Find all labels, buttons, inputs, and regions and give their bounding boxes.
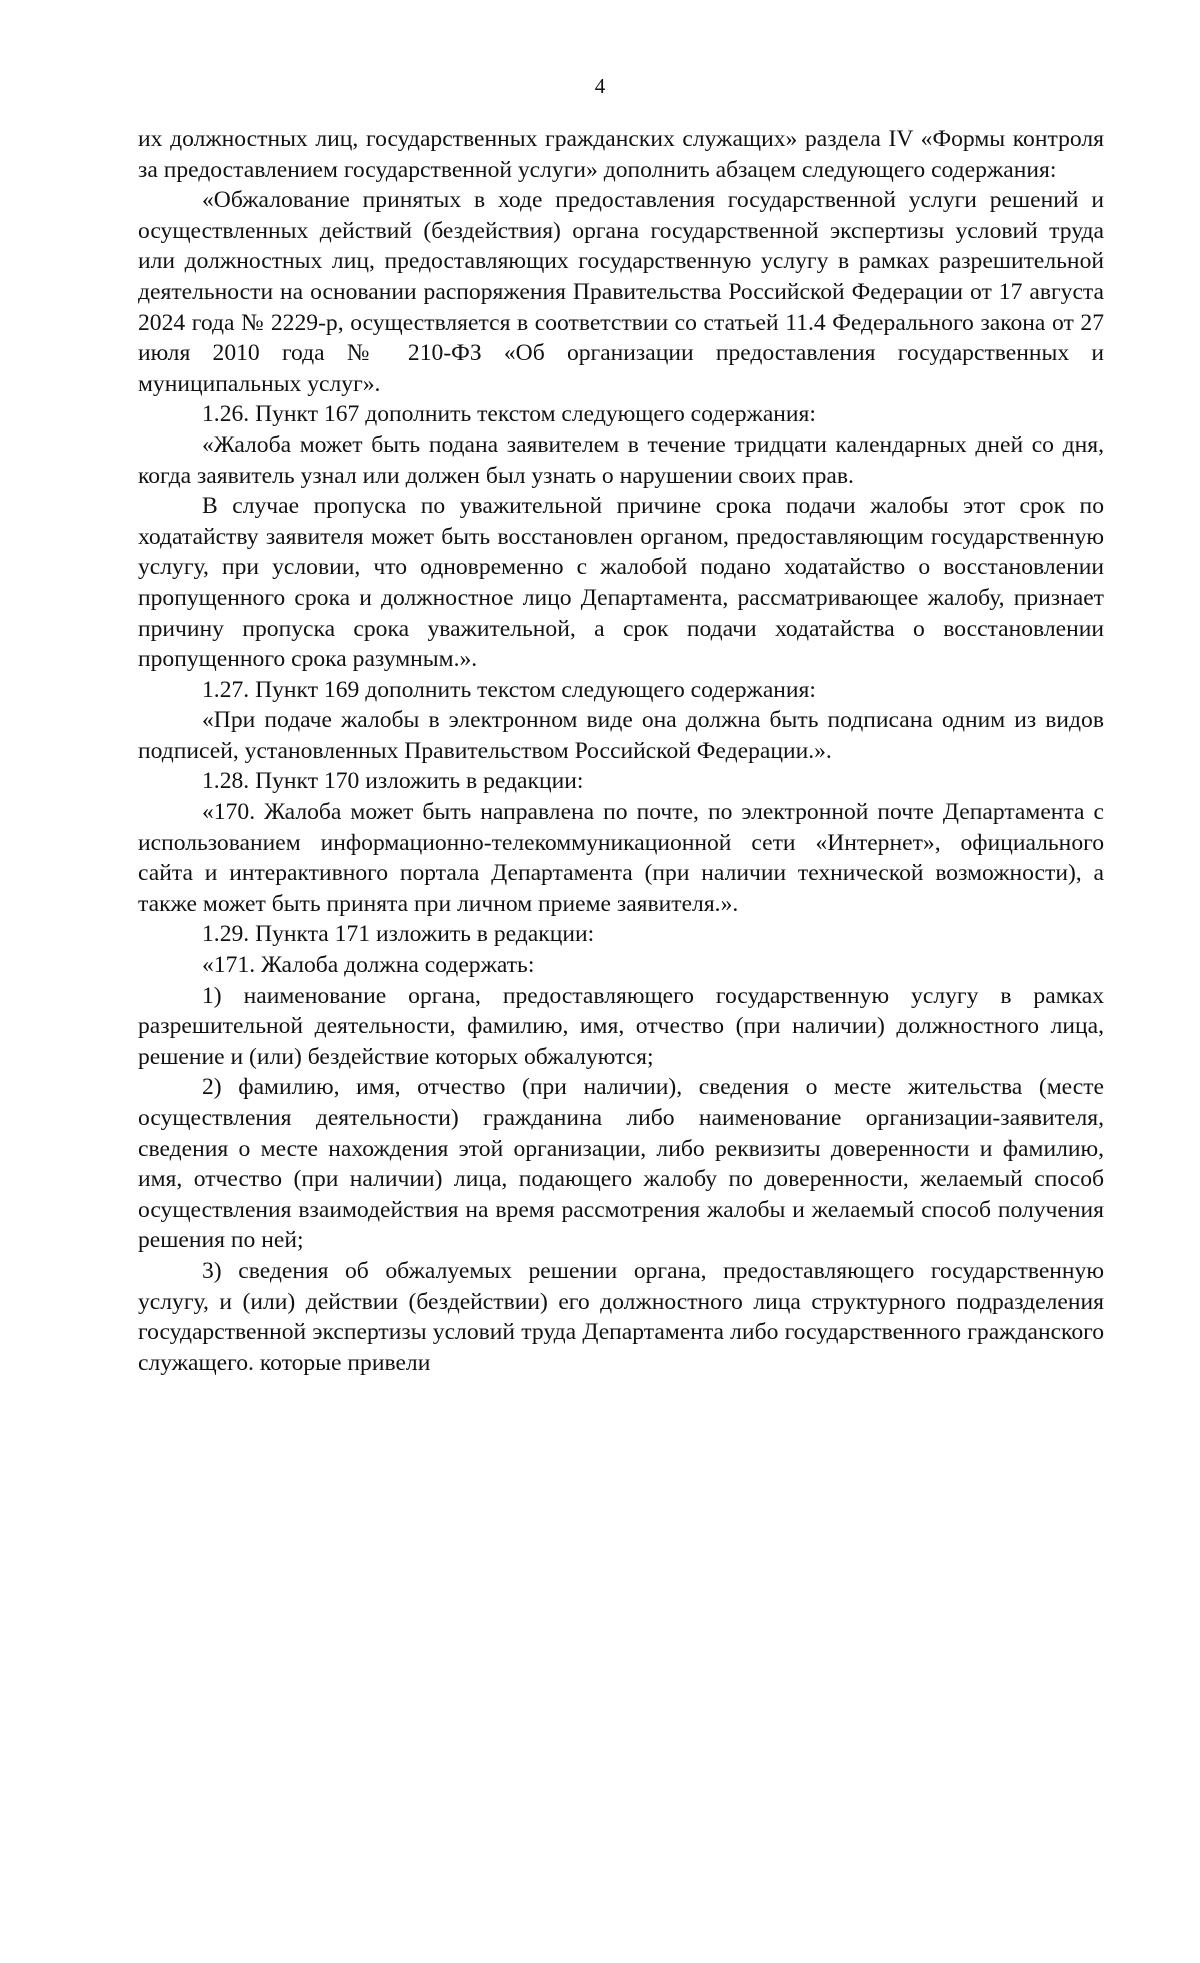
paragraph-13: 2) фамилию, имя, отчество (при наличии), сведения о месте жительства (месте осуществления деятельности) гражданина либо наименование организации-заявителя, сведения о месте нахождения этой организации, либо реквизиты доверенности и фамилию, имя, отчество (при наличии) лица, подающего жалобу по доверенности, желаемый способ осуществления взаимодействия на время рассмотрения жалобы и желаемый способ получения решения по ней;: [138, 1074, 1104, 1254]
page-number: 4: [594, 74, 606, 98]
paragraph-4: «Жалоба может быть подана заявителем в течение тридцати календарных дней со дня, когда заявитель узнал или должен был узнать о нарушении своих прав.: [138, 431, 1104, 489]
paragraph-8: 1.28. Пункт 170 изложить в редакции:: [202, 768, 584, 795]
paragraph-7: «При подаче жалобы в электронном виде она должна быть подписана одним из видов подписей, установленных Правительством Российской Федерации.».: [138, 707, 1104, 764]
paragraph-14: 3) сведения об обжалуемых решении органа, предоставляющего государственную услугу, и (или) действии (бездействии) его должностного лица структурного подразделения государственной экспертизы условий труда Департамента либо государственного гражданского служащего. которые привели: [138, 1257, 1104, 1376]
paragraph-1: их должностных лиц, государственных гражданских служащих» раздела IV «Формы контроля за предоставлением государственной услуги» дополнить абзацем следующего содержания:: [138, 126, 1104, 183]
paragraph-6: 1.27. Пункт 169 дополнить текстом следующего содержания:: [202, 676, 816, 703]
document-body: [138, 124, 1104, 1378]
paragraph-12: 1) наименование органа, предоставляющего государственную услугу в рамках разрешительной деятельности, фамилию, имя, отчество (при наличии) должностного лица, решение и (или) бездействие которых обжалуются;: [138, 982, 1104, 1070]
paragraph-10: 1.29. Пункта 171 изложить в редакции:: [202, 921, 595, 948]
paragraph-11: «171. Жалоба должна содержать:: [202, 952, 535, 979]
paragraph-3: 1.26. Пункт 167 дополнить текстом следующего содержания:: [202, 401, 816, 428]
paragraph-5: В случае пропуска по уважительной причине срока подачи жалобы этот срок по ходатайству заявителя может быть восстановлен органом, предоставляющим государственную услугу, при условии, что одновременно с жалобой подано ходатайство о восстановлении пропущенного срока и должностное лицо Департамента, рассматривающее жалобу, признает причину пропуска срока уважительной, а срок подачи ходатайства о восстановлении пропущенного срока разумным.».: [138, 493, 1104, 673]
paragraph-2: «Обжалование принятых в ходе предоставления государственной услуги решений и осуществленных действий (бездействия) органа государственной экспертизы условий труда или должностных лиц, предоставляющих государственную услугу в рамках разрешительной деятельности на основании распоряжения Правительства Российской Федерации от 17 августа 2024 года № 2229-р, осуществляется в соответствии со статьей 11.4 Федерального закона от 27 июля 2010 года № 210-ФЗ «Об организации предоставления государственных и муниципальных услуг».: [138, 187, 1104, 397]
paragraph-9: «170. Жалоба может быть направлена по почте, по электронной почте Департамента с использованием информационно-телекоммуникационной сети «Интернет», официального сайта и интерактивного портала Департамента (при наличии технической возможности), а также может быть принята при личном приеме заявителя.».: [138, 799, 1104, 917]
